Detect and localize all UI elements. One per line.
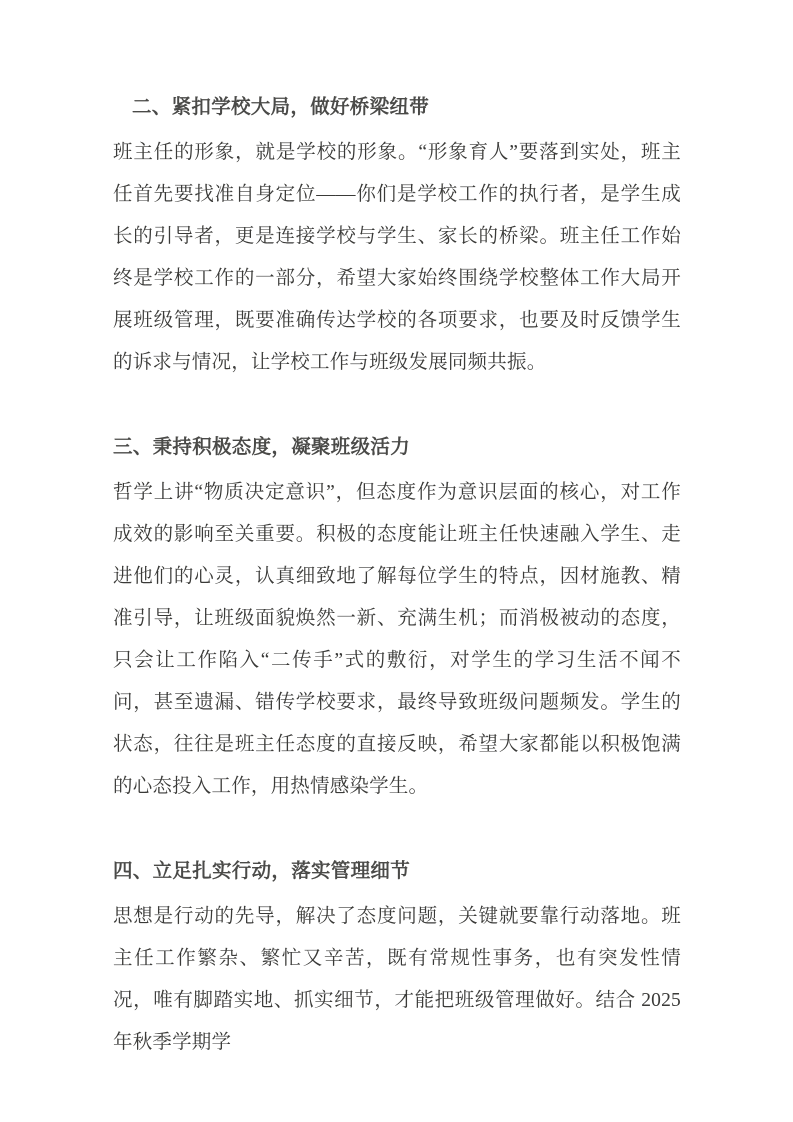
section-paragraph-4: 思想是行动的先导，解决了态度问题，关键就要靠行动落地。班主任工作繁杂、繁忙又辛苦，既有常规性事务，也有突发性情况，唯有脚踏实地、抓实细节，才能把班级管理做好。结合 2025 年秋季学期学 (113, 906, 681, 1053)
document-body (113, 88, 681, 1064)
section-heading-3: 三、秉持积极态度，凝聚班级活力 (113, 437, 411, 458)
section-spacer (113, 384, 681, 428)
section-spacer (113, 808, 681, 852)
section-paragraph-2: 班主任的形象，就是学校的形象。“形象育人”要落到实处，班主任首先要找准自身定位——你们是学校工作的执行者，是学生成长的引导者，更是连接学校与学生、家长的桥梁。班主任工作始终是学校工作的一部分，希望大家始终围绕学校整体工作大局开展班级管理，既要准确传达学校的各项要求，也要及时反馈学生的诉求与情况，让学校工作与班级发展同频共振。 (113, 142, 681, 373)
section-paragraph-3: 哲学上讲“物质决定意识”，但态度作为意识层面的核心，对工作成效的影响至关重要。积极的态度能让班主任快速融入学生、走进他们的心灵，认真细致地了解每位学生的特点，因材施教、精准引导，让班级面貌焕然一新、充满生机；而消极被动的态度，只会让工作陷入“二传手”式的敷衍，对学生的学习生活不闻不问，甚至遗漏、错传学校要求，最终导致班级问题频发。学生的状态，往往是班主任态度的直接反映，希望大家都能以积极饱满的心态投入工作，用热情感染学生。 (113, 482, 681, 797)
section-heading-2: 二、紧扣学校大局，做好桥梁纽带 (132, 97, 430, 118)
section-heading-4: 四、立足扎实行动，落实管理细节 (113, 861, 411, 882)
